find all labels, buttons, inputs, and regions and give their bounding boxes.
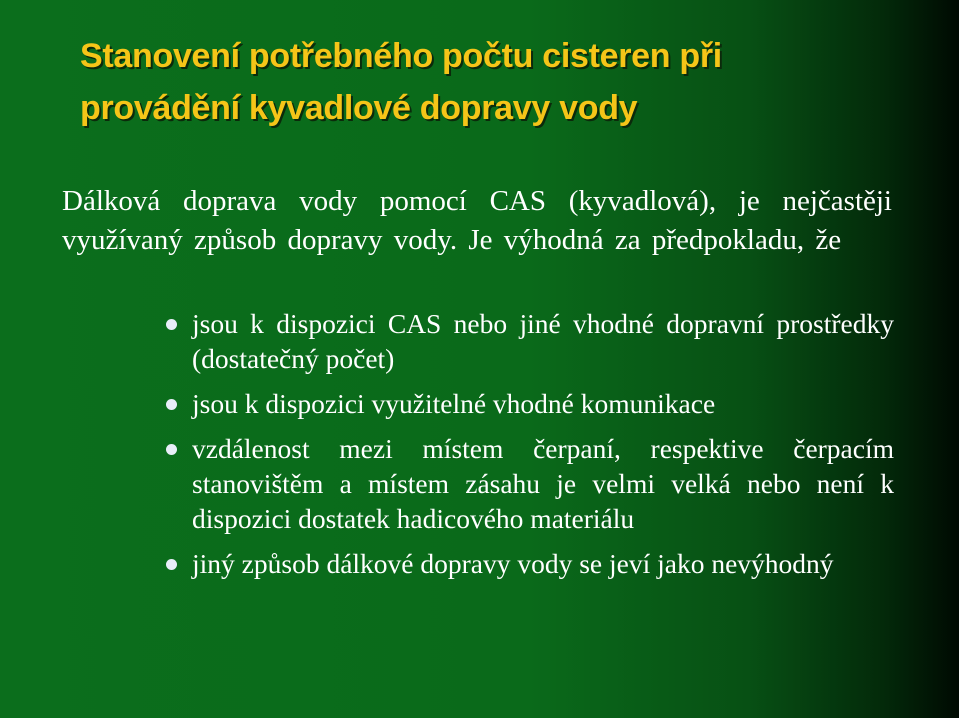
bullet-item: [166, 306, 894, 376]
bullet-item: [166, 546, 894, 581]
round-bullet-icon: [166, 399, 177, 410]
round-bullet-icon: [166, 319, 177, 330]
bullet-item: [166, 386, 894, 421]
intro-paragraph: Dálková doprava vody pomocí CAS (kyvadlová), je nejčastěji využívaný způsob dopravy vody. Je výhodná za předpokladu, že: [62, 185, 892, 256]
bullet-text: vzdálenost mezi místem čerpaní, respektive čerpacím stanovištěm a místem zásahu je velmi velká nebo není k dispozici dostatek hadicového materiálu: [192, 433, 894, 534]
bullet-text: jsou k dispozici využitelné vhodné komunikace: [192, 388, 716, 419]
bullet-text: jsou k dispozici CAS nebo jiné vhodné dopravní prostředky (dostatečný počet): [192, 308, 894, 374]
bullet-list: [166, 306, 894, 591]
round-bullet-icon: [166, 559, 177, 570]
bullet-text: jiný způsob dálkové dopravy vody se jeví jako nevýhodný: [192, 548, 834, 579]
slide-title: [80, 30, 920, 134]
slide-title-line-2: provádění kyvadlové dopravy vody: [80, 89, 638, 127]
slide-title-line-1: Stanovení potřebného počtu cisteren při: [80, 37, 722, 75]
round-bullet-icon: [166, 444, 177, 455]
bullet-item: [166, 431, 894, 536]
